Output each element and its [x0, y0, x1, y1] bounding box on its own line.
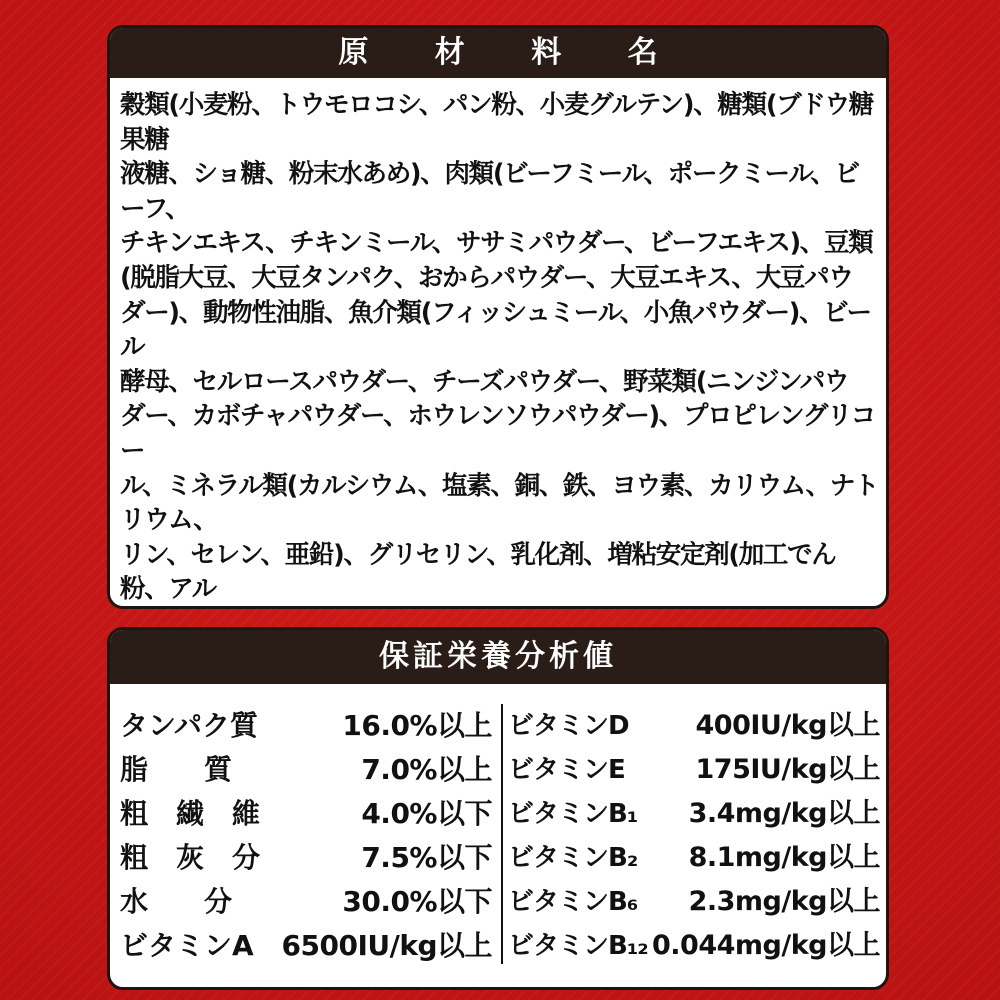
- nutrition-row-vitamin-b6: [508, 880, 880, 924]
- nutrient-label: 水 分: [120, 885, 233, 918]
- nutrition-row-vitamin-e: [508, 748, 880, 792]
- nutrient-label: ビタミンD: [508, 711, 629, 741]
- nutrient-value: 4.0%以下: [361, 797, 492, 830]
- nutrient-value: 7.5%以下: [361, 841, 492, 874]
- nutrition-row-ash: [120, 836, 492, 880]
- nutrient-label: ビタミンB₁₂: [508, 931, 648, 961]
- nutrient-value: 400IU/kg以上: [695, 710, 880, 741]
- nutrition-row-vitamin-d: [508, 704, 880, 748]
- nutrition-table: [110, 684, 886, 984]
- nutrition-row-moisture: [120, 880, 492, 924]
- nutrient-label: ビタミンB₁: [508, 799, 638, 829]
- nutrient-label: ビタミンB₆: [508, 887, 638, 917]
- nutrition-row-protein: [120, 704, 492, 748]
- nutrient-value: 30.0%以下: [342, 885, 492, 918]
- nutrition-row-fiber: [120, 792, 492, 836]
- nutrient-value: 2.3mg/kg以上: [688, 886, 880, 917]
- column-divider: [501, 704, 503, 964]
- nutrient-label: 粗 灰 分: [120, 841, 261, 874]
- nutrient-label: ビタミンB₂: [508, 843, 638, 873]
- nutrition-row-vitamin-a: [120, 924, 492, 968]
- nutrient-value: 8.1mg/kg以上: [688, 842, 880, 873]
- nutrient-value: 0.044mg/kg以上: [651, 930, 880, 961]
- nutrition-row-vitamin-b1: [508, 792, 880, 836]
- nutrition-row-fat: [120, 748, 492, 792]
- nutrition-row-vitamin-b12: [508, 924, 880, 968]
- nutrition-row-vitamin-b2: [508, 836, 880, 880]
- nutrient-value: 16.0%以上: [342, 709, 492, 742]
- nutrient-label: ビタミンA: [120, 929, 254, 962]
- ingredients-title: 原 材 料 名: [110, 28, 886, 78]
- nutrient-value: 6500IU/kg以上: [281, 929, 492, 962]
- nutrient-value: 7.0%以上: [361, 753, 492, 786]
- nutrition-title: 保証栄養分析値: [110, 630, 886, 684]
- ingredients-panel: [107, 25, 889, 609]
- nutrient-value: 3.4mg/kg以上: [688, 798, 880, 829]
- nutrient-label: ビタミンE: [508, 755, 625, 785]
- ingredients-list: 穀類(小麦粉、トウモロコシ、パン粉、小麦グルテン)、糖類(ブドウ糖果糖 液糖、ショ糖、粉末水あめ)、肉類(ビーフミール、ポークミール、ビーフ、 チキンエキス、チキンミール、ササミパウダー、ビーフエキス)、豆類 (脱脂大豆、大豆タンパク、おからパウダー、大豆エキス、大豆パウ ダー)、動物性油脂、魚介類(フィッシュミール、小魚パウダー)、ビール 酵母、セルロースパウダー、チーズパウダー、野菜類(ニンジンパウ ダー、カボチャパウダー、ホウレンソウパウダー)、プロピレングリコー ル、ミネラル類(カルシウム、塩素、銅、鉄、ヨウ素、カリウム、ナトリウム、 リン、セレン、亜鉛)、グリセリン、乳化剤、増粘安定剤(加工でん粉、アル: [120, 90, 879, 605]
- nutrient-label: 粗 繊 維: [120, 797, 261, 830]
- nutrient-label: 脂 質: [120, 753, 233, 786]
- nutrient-value: 175IU/kg以上: [695, 754, 880, 785]
- nutrition-panel: [107, 627, 889, 990]
- nutrient-label: タンパク質: [120, 709, 259, 742]
